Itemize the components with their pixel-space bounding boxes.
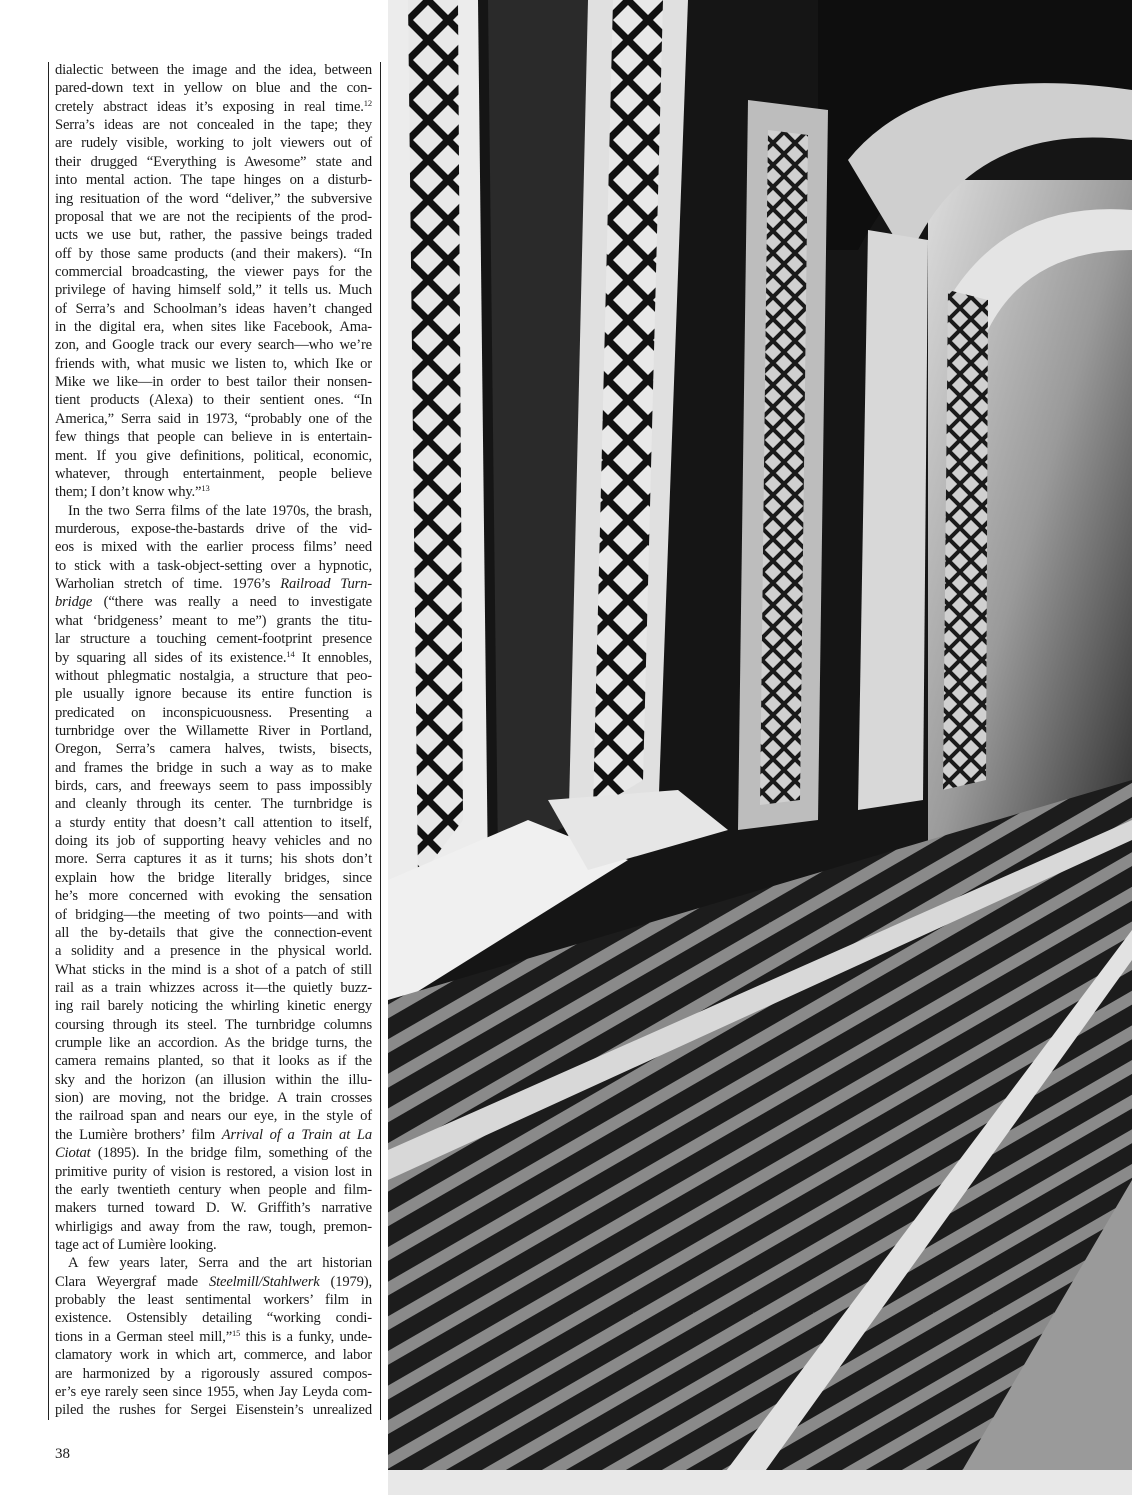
text-run: primitive purity of vision is restored, a vision lost in	[55, 1163, 372, 1180]
text-line	[55, 593, 372, 611]
text-run: and frames the bridge in such a way as to make	[55, 759, 372, 776]
text-line	[55, 979, 372, 997]
text-run: privilege of having himself sold,” it tells us. Much	[55, 282, 372, 299]
text-line	[55, 649, 372, 667]
text-line	[55, 795, 372, 813]
text-run: he’s more concerned with evoking the sensation	[55, 888, 372, 905]
text-run: zon, and Google track our every search—who we’re	[55, 337, 372, 354]
italic-title: Railroad Turn-	[280, 576, 372, 593]
text-run: without phlegmatic nostalgia, a structure that peo-	[55, 667, 372, 684]
text-run: what ‘bridgeness’ meant to me”) grants the titu-	[55, 612, 372, 629]
text-run: more. Serra captures it as it turns; his shots don’t	[55, 851, 372, 868]
text-run: proposal that we are not the recipients of the prod-	[55, 208, 372, 225]
lattice-third	[760, 130, 808, 805]
text-line	[55, 336, 372, 354]
text-line	[55, 538, 372, 556]
text-line	[55, 153, 372, 171]
text-line	[55, 612, 372, 630]
column-far	[943, 290, 988, 790]
text-run: America,” Serra said in 1973, “probably one of the	[55, 410, 372, 427]
text-run: murderous, expose-the-bastards drive of the vid-	[55, 520, 372, 537]
text-run: ucts we use but, rather, the passive beings traded	[55, 227, 372, 244]
text-line	[55, 1144, 372, 1162]
text-line	[55, 942, 372, 960]
text-line	[55, 869, 372, 887]
text-line	[55, 1163, 372, 1181]
text-line	[55, 1218, 372, 1236]
text-run: into mental action. The tape hinges on a disturb-	[55, 172, 372, 189]
text-line	[55, 1181, 372, 1199]
text-line	[55, 190, 372, 208]
text-run: the Lumière brothers’ film	[55, 1126, 222, 1143]
text-line	[55, 391, 372, 409]
text-run: friends with, what music we listen to, which Ike or	[55, 355, 372, 372]
italic-title: Ciotat	[55, 1145, 91, 1162]
text-run: a solidity and a presence in the physical world.	[55, 943, 372, 960]
text-line	[55, 61, 372, 79]
text-line	[55, 1052, 372, 1070]
text-run: sky and the horizon (an illusion within the illu-	[55, 1071, 372, 1088]
text-run: to stick with a task-object-setting over a hypnotic,	[55, 557, 372, 574]
text-run: are rudely visible, working to jolt viewers out of	[55, 135, 372, 152]
text-line	[55, 1016, 372, 1034]
text-line	[55, 116, 372, 134]
text-line	[55, 502, 372, 520]
text-run: the early twentieth century when people and film-	[55, 1181, 372, 1198]
text-run: are harmonized by a rigorously assured compos-	[55, 1365, 372, 1382]
text-line	[55, 850, 372, 868]
text-run: this is a funky, unde-	[240, 1328, 372, 1345]
column-fourth	[858, 230, 928, 810]
text-line	[55, 428, 372, 446]
text-line	[55, 1034, 372, 1052]
text-line	[55, 685, 372, 703]
text-run: What sticks in the mind is a shot of a patch of still	[55, 961, 372, 978]
text-run: Serra’s ideas are not concealed in the tape; they	[55, 117, 372, 134]
text-run: (“there was really a need to investigate	[92, 594, 372, 611]
text-line	[55, 465, 372, 483]
text-line	[55, 722, 372, 740]
text-run: off by those same products (and their makers). “In	[55, 245, 372, 262]
text-line	[55, 1254, 372, 1272]
text-run: coursing through its steel. The turnbridge columns	[55, 1016, 372, 1033]
text-line	[55, 447, 372, 465]
text-line	[55, 98, 372, 116]
text-run: crumple like an accordion. As the bridge turns, the	[55, 1035, 372, 1052]
text-run: commercial broadcasting, the viewer pays for the	[55, 263, 372, 280]
footnote-marker: 14	[286, 648, 295, 659]
column-rule-right	[380, 62, 381, 1420]
text-line	[55, 300, 372, 318]
text-run: explain how the bridge literally bridges, since	[55, 869, 372, 886]
text-line	[55, 630, 372, 648]
text-run: existence. Ostensibly detailing “working condi-	[55, 1310, 372, 1327]
text-line	[55, 1273, 372, 1291]
text-line	[55, 575, 372, 593]
text-run: ing rail barely noticing the whirling kinetic energy	[55, 998, 372, 1015]
text-line	[55, 134, 372, 152]
text-run: Warholian stretch of time. 1976’s	[55, 576, 281, 593]
text-line	[55, 777, 372, 795]
footnote-marker: 12	[363, 97, 372, 108]
text-run: It ennobles,	[294, 649, 372, 666]
text-run: by squaring all sides of its existence.	[55, 649, 287, 666]
text-line	[55, 1291, 372, 1309]
text-line	[55, 997, 372, 1015]
text-line	[55, 245, 372, 263]
body-text-column	[55, 61, 372, 1420]
text-line	[55, 171, 372, 189]
text-line	[55, 887, 372, 905]
text-line	[55, 1328, 372, 1346]
text-line	[55, 1107, 372, 1125]
text-run: Oregon, Serra’s camera halves, twists, bisects,	[55, 741, 372, 758]
bridge-photo	[388, 0, 1132, 1495]
text-run: of Serra’s and Schoolman’s ideas haven’t changed	[55, 300, 372, 317]
page-number: 38	[55, 1446, 70, 1462]
text-run: In the two Serra films of the late 1970s, the brash,	[68, 502, 372, 519]
text-line	[55, 906, 372, 924]
text-run: camera remains planted, so that it looks as if the	[55, 1053, 372, 1070]
text-line	[55, 79, 372, 97]
photo-bottom-edge	[388, 1470, 1132, 1495]
text-line	[55, 263, 372, 281]
text-run: cretely abstract ideas it’s exposing in real time.	[55, 98, 364, 115]
text-run: rail as a train whizzes across it—the quietly buzz-	[55, 979, 372, 996]
text-run: makers turned toward D. W. Griffith’s narrative	[55, 1200, 372, 1217]
footnote-marker: 15	[232, 1327, 241, 1338]
text-line	[55, 1309, 372, 1327]
text-run: their drugged “Everything is Awesome” state and	[55, 153, 372, 170]
text-line	[55, 704, 372, 722]
text-line	[55, 1089, 372, 1107]
text-line	[55, 373, 372, 391]
text-run: and cleanly through its center. The turnbridge is	[55, 796, 372, 813]
text-run: a sturdy entity that doesn’t call attention to itself,	[55, 814, 372, 831]
text-line	[55, 483, 372, 501]
text-run: ment. If you give definitions, political, economic,	[55, 447, 372, 464]
text-line	[55, 961, 372, 979]
text-run: Mike we like—in order to best tailor their nonsen-	[55, 374, 372, 391]
text-line	[55, 1401, 372, 1419]
text-run: birds, cars, and freeways seem to pass impossibly	[55, 778, 372, 795]
text-run: dialectic between the image and the idea, between	[55, 62, 372, 78]
italic-title: Arrival of a Train at La	[221, 1126, 372, 1143]
text-line	[55, 1346, 372, 1364]
text-run: lar structure a touching cement-footprint presence	[55, 631, 372, 648]
text-line	[55, 1126, 372, 1144]
text-line	[55, 1199, 372, 1217]
text-line	[55, 410, 372, 428]
text-run: the railroad span and nears our eye, in the style of	[55, 1108, 372, 1125]
text-line	[55, 1365, 372, 1383]
text-run: Clara Weyergraf made	[55, 1273, 209, 1290]
italic-title: Steelmill/Stahlwerk	[208, 1273, 320, 1290]
italic-title: bridge	[55, 594, 93, 611]
column-rule-left	[48, 62, 49, 1420]
footnote-marker: 13	[201, 483, 210, 494]
text-run: ing resituation of the word “deliver,” the subversive	[55, 190, 372, 207]
text-line	[55, 1236, 372, 1254]
text-run: in the digital era, when sites like Facebook, Ama-	[55, 319, 372, 336]
text-run: eos is mixed with the earlier process films’ need	[55, 539, 372, 556]
text-line	[55, 226, 372, 244]
text-run: clamatory work in which art, commerce, and labor	[55, 1347, 372, 1364]
text-run: predicated on inconspicuousness. Presenting a	[55, 704, 372, 721]
text-run: all the by-details that give the connection-event	[55, 924, 372, 941]
text-line	[55, 924, 372, 942]
text-line	[55, 355, 372, 373]
text-run: probably the least sentimental workers’ film in	[55, 1292, 372, 1309]
text-run: sion) are moving, not the bridge. A train crosses	[55, 1090, 372, 1107]
text-run: whatever, through entertainment, people believe	[55, 465, 372, 482]
text-run: pared-down text in yellow on blue and the con-	[55, 80, 372, 97]
text-line	[55, 814, 372, 832]
text-line	[55, 318, 372, 336]
text-line	[55, 740, 372, 758]
text-run: tions in a German steel mill,”	[55, 1328, 233, 1345]
text-line	[55, 557, 372, 575]
text-run: them; I don’t know why.”	[55, 484, 202, 501]
text-run: (1895). In the bridge film, something of the	[90, 1145, 372, 1162]
text-line	[55, 667, 372, 685]
text-run: whirligigs and away from the raw, tough, premon-	[55, 1218, 372, 1235]
text-line	[55, 1383, 372, 1401]
text-run: tient products (Alexa) to their sentient ones. “In	[55, 392, 372, 409]
text-line	[55, 281, 372, 299]
text-run: tage act of Lumière looking.	[55, 1237, 217, 1253]
text-run: doing its job of supporting heavy vehicles and no	[55, 833, 372, 850]
text-run: ple usually ignore because its entire function is	[55, 686, 372, 703]
text-run: A few years later, Serra and the art historian	[68, 1255, 372, 1272]
text-run: (1979),	[319, 1273, 372, 1290]
text-line	[55, 832, 372, 850]
text-run: few things that people can believe in is entertain-	[55, 429, 372, 446]
text-run: piled the rushes for Sergei Eisenstein’s unrealized	[55, 1402, 372, 1419]
text-line	[55, 1071, 372, 1089]
text-line	[55, 759, 372, 777]
text-run: turnbridge over the Willamette River in Portland,	[55, 722, 372, 739]
text-run: er’s eye rarely seen since 1955, when Jay Leyda com-	[55, 1383, 372, 1400]
text-line	[55, 208, 372, 226]
text-run: of bridging—the meeting of two points—and with	[55, 906, 372, 923]
text-line	[55, 520, 372, 538]
